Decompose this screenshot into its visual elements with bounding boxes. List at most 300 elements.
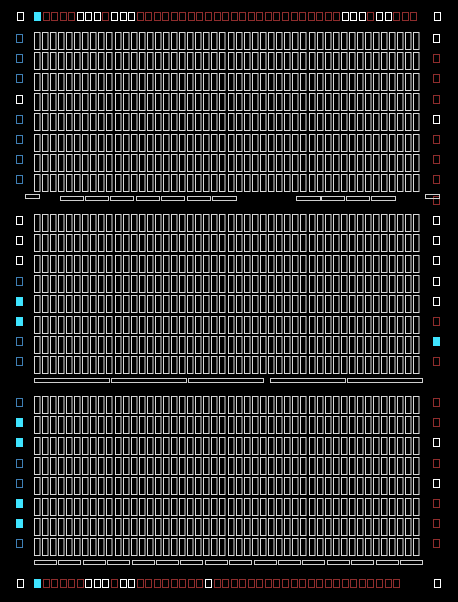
clb-tile[interactable] (390, 458, 396, 475)
clb-tile[interactable] (406, 175, 412, 192)
clb-tile[interactable] (35, 458, 41, 475)
clb-tile[interactable] (318, 33, 324, 50)
clb-tile[interactable] (91, 114, 97, 131)
bram-bar[interactable] (352, 561, 374, 565)
clb-tile[interactable] (124, 478, 130, 495)
clb-tile[interactable] (51, 135, 57, 152)
clb-tile[interactable] (390, 417, 396, 434)
clb-tile[interactable] (261, 438, 267, 455)
clb-tile[interactable] (212, 175, 218, 192)
clb-tile[interactable] (83, 296, 89, 313)
clb-tile[interactable] (285, 317, 291, 334)
clb-tile[interactable] (253, 397, 259, 414)
clb-tile[interactable] (204, 235, 210, 252)
clb-tile[interactable] (156, 155, 162, 172)
clb-tile[interactable] (164, 317, 170, 334)
clb-tile[interactable] (245, 417, 251, 434)
clb-tile[interactable] (342, 397, 348, 414)
clb-tile[interactable] (277, 519, 283, 536)
clb-tile[interactable] (382, 175, 388, 192)
clb-tile[interactable] (326, 317, 332, 334)
top-io-pad[interactable] (35, 13, 41, 21)
clb-tile[interactable] (59, 417, 65, 434)
clb-tile[interactable] (220, 357, 226, 374)
clb-tile[interactable] (358, 296, 364, 313)
top-io-pad[interactable] (18, 13, 24, 21)
clb-tile[interactable] (188, 256, 194, 273)
clb-tile[interactable] (269, 397, 275, 414)
clb-tile[interactable] (116, 235, 122, 252)
clb-tile[interactable] (204, 499, 210, 516)
clb-tile[interactable] (277, 94, 283, 111)
clb-tile[interactable] (334, 337, 340, 354)
clb-tile[interactable] (253, 438, 259, 455)
clb-tile[interactable] (220, 215, 226, 232)
clb-tile[interactable] (220, 155, 226, 172)
clb-tile[interactable] (132, 114, 138, 131)
clb-tile[interactable] (164, 135, 170, 152)
clb-tile[interactable] (140, 357, 146, 374)
clb-tile[interactable] (83, 33, 89, 50)
top-io-pad[interactable] (146, 13, 152, 21)
bottom-io-pad[interactable] (283, 580, 289, 588)
right-io-pad[interactable] (434, 35, 440, 43)
clb-tile[interactable] (301, 519, 307, 536)
clb-tile[interactable] (261, 296, 267, 313)
clb-tile[interactable] (148, 499, 154, 516)
clb-tile[interactable] (390, 438, 396, 455)
clb-tile[interactable] (366, 175, 372, 192)
clb-tile[interactable] (180, 499, 186, 516)
clb-tile[interactable] (180, 397, 186, 414)
clb-tile[interactable] (164, 175, 170, 192)
clb-tile[interactable] (261, 135, 267, 152)
bram-bar[interactable] (255, 561, 277, 565)
clb-tile[interactable] (196, 94, 202, 111)
clb-tile[interactable] (35, 256, 41, 273)
clb-tile[interactable] (358, 114, 364, 131)
clb-tile[interactable] (91, 478, 97, 495)
clb-tile[interactable] (124, 276, 130, 293)
clb-tile[interactable] (67, 438, 73, 455)
clb-tile[interactable] (366, 296, 372, 313)
clb-tile[interactable] (196, 317, 202, 334)
clb-tile[interactable] (301, 53, 307, 70)
clb-tile[interactable] (83, 215, 89, 232)
clb-tile[interactable] (237, 296, 243, 313)
clb-tile[interactable] (366, 74, 372, 91)
clb-tile[interactable] (107, 317, 113, 334)
clb-tile[interactable] (116, 33, 122, 50)
clb-tile[interactable] (414, 114, 420, 131)
clb-tile[interactable] (75, 317, 81, 334)
clb-tile[interactable] (132, 317, 138, 334)
clb-tile[interactable] (212, 33, 218, 50)
clb-tile[interactable] (253, 519, 259, 536)
clb-tile[interactable] (414, 276, 420, 293)
top-io-pad[interactable] (249, 13, 255, 21)
left-io-pad[interactable] (17, 136, 23, 144)
clb-tile[interactable] (374, 499, 380, 516)
clb-tile[interactable] (237, 33, 243, 50)
clb-tile[interactable] (99, 53, 105, 70)
clb-tile[interactable] (334, 256, 340, 273)
clb-tile[interactable] (366, 114, 372, 131)
clb-tile[interactable] (366, 276, 372, 293)
clb-tile[interactable] (406, 296, 412, 313)
clb-tile[interactable] (188, 53, 194, 70)
clb-tile[interactable] (245, 357, 251, 374)
clb-tile[interactable] (326, 276, 332, 293)
clb-tile[interactable] (382, 155, 388, 172)
clb-tile[interactable] (124, 135, 130, 152)
clb-tile[interactable] (414, 235, 420, 252)
clb-tile[interactable] (180, 155, 186, 172)
clb-tile[interactable] (196, 256, 202, 273)
clb-tile[interactable] (237, 539, 243, 556)
clb-tile[interactable] (148, 175, 154, 192)
clb-tile[interactable] (406, 235, 412, 252)
clb-tile[interactable] (261, 317, 267, 334)
clb-tile[interactable] (99, 539, 105, 556)
clb-tile[interactable] (140, 397, 146, 414)
clb-tile[interactable] (164, 438, 170, 455)
clb-tile[interactable] (318, 397, 324, 414)
top-io-pad[interactable] (206, 13, 212, 21)
clb-tile[interactable] (414, 317, 420, 334)
top-io-pad[interactable] (317, 13, 323, 21)
clb-tile[interactable] (390, 215, 396, 232)
clb-tile[interactable] (51, 215, 57, 232)
clb-tile[interactable] (204, 438, 210, 455)
clb-tile[interactable] (310, 276, 316, 293)
clb-tile[interactable] (59, 33, 65, 50)
bram-bar[interactable] (133, 561, 155, 565)
clb-tile[interactable] (398, 135, 404, 152)
clb-tile[interactable] (366, 256, 372, 273)
clb-tile[interactable] (140, 155, 146, 172)
clb-tile[interactable] (51, 499, 57, 516)
clb-tile[interactable] (245, 155, 251, 172)
left-io-pad[interactable] (17, 116, 23, 124)
clb-tile[interactable] (237, 114, 243, 131)
clb-tile[interactable] (164, 417, 170, 434)
clb-tile[interactable] (43, 337, 49, 354)
top-io-pad[interactable] (292, 13, 298, 21)
clb-tile[interactable] (358, 235, 364, 252)
clb-tile[interactable] (204, 114, 210, 131)
clb-tile[interactable] (342, 317, 348, 334)
clb-tile[interactable] (293, 33, 299, 50)
clb-tile[interactable] (51, 256, 57, 273)
clb-tile[interactable] (107, 499, 113, 516)
clb-tile[interactable] (212, 478, 218, 495)
clb-tile[interactable] (75, 478, 81, 495)
clb-tile[interactable] (220, 438, 226, 455)
top-io-pad[interactable] (86, 13, 92, 21)
left-io-pad[interactable] (17, 540, 23, 548)
clb-tile[interactable] (318, 155, 324, 172)
clb-tile[interactable] (350, 296, 356, 313)
bottom-io-pad[interactable] (368, 580, 374, 588)
clb-tile[interactable] (91, 539, 97, 556)
clb-tile[interactable] (99, 296, 105, 313)
clb-tile[interactable] (75, 256, 81, 273)
clb-tile[interactable] (180, 74, 186, 91)
clb-tile[interactable] (107, 33, 113, 50)
clb-tile[interactable] (277, 215, 283, 232)
clb-tile[interactable] (350, 33, 356, 50)
clb-tile[interactable] (172, 499, 178, 516)
bottom-io-pad[interactable] (386, 580, 392, 588)
clb-tile[interactable] (156, 114, 162, 131)
clb-tile[interactable] (293, 357, 299, 374)
clb-tile[interactable] (91, 417, 97, 434)
clb-tile[interactable] (43, 478, 49, 495)
clb-tile[interactable] (212, 397, 218, 414)
clb-tile[interactable] (301, 296, 307, 313)
right-io-pad[interactable] (434, 176, 440, 184)
clb-tile[interactable] (172, 417, 178, 434)
clb-tile[interactable] (390, 539, 396, 556)
clb-tile[interactable] (156, 33, 162, 50)
clb-tile[interactable] (35, 337, 41, 354)
clb-tile[interactable] (91, 276, 97, 293)
clb-tile[interactable] (83, 276, 89, 293)
clb-tile[interactable] (382, 296, 388, 313)
clb-tile[interactable] (43, 175, 49, 192)
clb-tile[interactable] (358, 33, 364, 50)
right-io-pad[interactable] (434, 399, 440, 407)
clb-tile[interactable] (196, 458, 202, 475)
clb-tile[interactable] (277, 397, 283, 414)
clb-tile[interactable] (132, 296, 138, 313)
clb-tile[interactable] (301, 33, 307, 50)
clb-tile[interactable] (124, 256, 130, 273)
clb-tile[interactable] (196, 478, 202, 495)
clb-tile[interactable] (180, 94, 186, 111)
clb-tile[interactable] (83, 519, 89, 536)
clb-tile[interactable] (301, 114, 307, 131)
clb-tile[interactable] (245, 215, 251, 232)
clb-tile[interactable] (229, 539, 235, 556)
clb-tile[interactable] (374, 135, 380, 152)
bram-bar[interactable] (188, 197, 211, 201)
clb-tile[interactable] (172, 135, 178, 152)
clb-tile[interactable] (212, 94, 218, 111)
clb-tile[interactable] (59, 114, 65, 131)
clb-tile[interactable] (156, 135, 162, 152)
clb-tile[interactable] (148, 519, 154, 536)
clb-tile[interactable] (188, 33, 194, 50)
clb-tile[interactable] (398, 114, 404, 131)
clb-tile[interactable] (318, 337, 324, 354)
clb-tile[interactable] (301, 458, 307, 475)
clb-tile[interactable] (99, 175, 105, 192)
clb-tile[interactable] (253, 94, 259, 111)
clb-tile[interactable] (51, 539, 57, 556)
clb-tile[interactable] (310, 519, 316, 536)
clb-tile[interactable] (350, 175, 356, 192)
clb-tile[interactable] (326, 458, 332, 475)
clb-tile[interactable] (196, 519, 202, 536)
clb-tile[interactable] (188, 155, 194, 172)
clb-tile[interactable] (334, 296, 340, 313)
clb-tile[interactable] (67, 458, 73, 475)
clb-tile[interactable] (237, 417, 243, 434)
clb-tile[interactable] (156, 417, 162, 434)
clb-tile[interactable] (390, 33, 396, 50)
clb-tile[interactable] (59, 175, 65, 192)
clb-tile[interactable] (124, 114, 130, 131)
bottom-io-pad[interactable] (44, 580, 50, 588)
clb-tile[interactable] (172, 539, 178, 556)
clb-tile[interactable] (91, 458, 97, 475)
clb-tile[interactable] (334, 417, 340, 434)
clb-tile[interactable] (326, 215, 332, 232)
clb-tile[interactable] (116, 438, 122, 455)
clb-tile[interactable] (43, 357, 49, 374)
clb-tile[interactable] (253, 296, 259, 313)
clb-tile[interactable] (382, 458, 388, 475)
clb-tile[interactable] (269, 215, 275, 232)
bottom-io-pad[interactable] (95, 580, 101, 588)
clb-tile[interactable] (245, 114, 251, 131)
clb-tile[interactable] (51, 519, 57, 536)
top-io-pad[interactable] (52, 13, 58, 21)
clb-tile[interactable] (172, 114, 178, 131)
bram-bar[interactable] (35, 379, 110, 383)
clb-tile[interactable] (398, 458, 404, 475)
clb-tile[interactable] (285, 135, 291, 152)
clb-tile[interactable] (156, 357, 162, 374)
clb-tile[interactable] (51, 417, 57, 434)
clb-tile[interactable] (253, 256, 259, 273)
clb-tile[interactable] (156, 175, 162, 192)
bram-bar[interactable] (279, 561, 301, 565)
clb-tile[interactable] (285, 438, 291, 455)
clb-tile[interactable] (374, 94, 380, 111)
clb-tile[interactable] (229, 175, 235, 192)
clb-tile[interactable] (132, 417, 138, 434)
clb-tile[interactable] (342, 337, 348, 354)
clb-tile[interactable] (293, 276, 299, 293)
clb-tile[interactable] (43, 276, 49, 293)
clb-tile[interactable] (220, 539, 226, 556)
clb-tile[interactable] (293, 53, 299, 70)
clb-tile[interactable] (116, 114, 122, 131)
clb-tile[interactable] (310, 478, 316, 495)
clb-tile[interactable] (245, 94, 251, 111)
clb-tile[interactable] (237, 155, 243, 172)
clb-tile[interactable] (43, 114, 49, 131)
bottom-io-pad[interactable] (103, 580, 109, 588)
clb-tile[interactable] (366, 135, 372, 152)
clb-tile[interactable] (277, 337, 283, 354)
clb-tile[interactable] (334, 499, 340, 516)
bram-bar[interactable] (111, 197, 134, 201)
clb-tile[interactable] (366, 499, 372, 516)
clb-tile[interactable] (237, 458, 243, 475)
clb-tile[interactable] (358, 256, 364, 273)
clb-tile[interactable] (277, 317, 283, 334)
clb-tile[interactable] (358, 519, 364, 536)
clb-tile[interactable] (326, 74, 332, 91)
clb-tile[interactable] (220, 33, 226, 50)
clb-tile[interactable] (382, 235, 388, 252)
clb-tile[interactable] (326, 33, 332, 50)
clb-tile[interactable] (35, 417, 41, 434)
clb-tile[interactable] (67, 417, 73, 434)
clb-tile[interactable] (350, 53, 356, 70)
clb-tile[interactable] (334, 53, 340, 70)
clb-tile[interactable] (229, 114, 235, 131)
bottom-io-pad[interactable] (121, 580, 127, 588)
top-io-pad[interactable] (180, 13, 186, 21)
clb-tile[interactable] (277, 438, 283, 455)
clb-tile[interactable] (156, 458, 162, 475)
clb-tile[interactable] (293, 256, 299, 273)
clb-tile[interactable] (196, 114, 202, 131)
clb-tile[interactable] (99, 337, 105, 354)
clb-tile[interactable] (301, 175, 307, 192)
clb-tile[interactable] (350, 357, 356, 374)
top-io-pad[interactable] (274, 13, 280, 21)
top-io-pad[interactable] (343, 13, 349, 21)
clb-tile[interactable] (382, 417, 388, 434)
clb-tile[interactable] (59, 256, 65, 273)
clb-tile[interactable] (342, 417, 348, 434)
clb-tile[interactable] (293, 94, 299, 111)
clb-tile[interactable] (366, 235, 372, 252)
clb-tile[interactable] (269, 114, 275, 131)
clb-tile[interactable] (148, 33, 154, 50)
clb-tile[interactable] (196, 337, 202, 354)
clb-tile[interactable] (148, 296, 154, 313)
right-io-pad[interactable] (434, 156, 440, 164)
clb-tile[interactable] (116, 256, 122, 273)
clb-tile[interactable] (382, 53, 388, 70)
clb-tile[interactable] (116, 296, 122, 313)
clb-tile[interactable] (67, 397, 73, 414)
clb-tile[interactable] (285, 94, 291, 111)
clb-tile[interactable] (91, 317, 97, 334)
clb-tile[interactable] (75, 417, 81, 434)
clb-tile[interactable] (261, 215, 267, 232)
clb-tile[interactable] (51, 337, 57, 354)
clb-tile[interactable] (196, 53, 202, 70)
clb-tile[interactable] (180, 235, 186, 252)
clb-tile[interactable] (204, 276, 210, 293)
clb-tile[interactable] (132, 519, 138, 536)
top-io-pad[interactable] (403, 13, 409, 21)
clb-tile[interactable] (334, 458, 340, 475)
clb-tile[interactable] (124, 175, 130, 192)
clb-tile[interactable] (229, 317, 235, 334)
clb-tile[interactable] (277, 499, 283, 516)
top-io-pad[interactable] (138, 13, 144, 21)
clb-tile[interactable] (374, 417, 380, 434)
clb-tile[interactable] (172, 175, 178, 192)
bottom-io-pad[interactable] (146, 580, 152, 588)
clb-tile[interactable] (406, 53, 412, 70)
bram-bar[interactable] (86, 197, 109, 201)
clb-tile[interactable] (237, 499, 243, 516)
clb-tile[interactable] (116, 397, 122, 414)
clb-tile[interactable] (99, 397, 105, 414)
clb-tile[interactable] (212, 539, 218, 556)
clb-tile[interactable] (148, 276, 154, 293)
